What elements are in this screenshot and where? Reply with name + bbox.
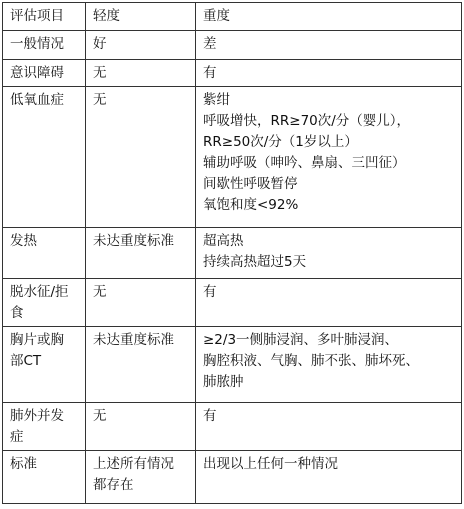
header-mild: 轻度: [86, 3, 196, 31]
table-row: [3, 327, 462, 403]
cell-text-line: 有: [203, 65, 217, 81]
cell-text-line: 一般情况: [10, 36, 64, 52]
cell-severe: [196, 279, 462, 327]
cell-mild: [86, 327, 196, 403]
cell-text-line: 部CT: [10, 353, 42, 369]
cell-severe: [196, 87, 462, 228]
cell-text-line: 无: [93, 408, 107, 424]
table-header-row: [3, 3, 462, 31]
table-row: [3, 87, 462, 228]
cell-mild: [86, 31, 196, 60]
cell-severe: [196, 451, 462, 504]
table-row: [3, 279, 462, 327]
cell-text-line: 有: [203, 284, 217, 300]
cell-text-line: 发热: [10, 233, 37, 249]
cell-text-line: 持续高热超过5天: [203, 254, 307, 270]
severity-assessment-table: [2, 2, 462, 504]
cell-text-line: 标准: [10, 456, 37, 472]
cell-text-line: 紫绀: [203, 92, 230, 108]
cell-item: [3, 31, 86, 60]
header-severe: 重度: [196, 3, 462, 31]
cell-text-line: 间歇性呼吸暂停: [203, 176, 298, 192]
cell-item: [3, 451, 86, 504]
table-row: [3, 451, 462, 504]
cell-text-line: 症: [10, 429, 24, 445]
cell-mild: [86, 403, 196, 451]
cell-item: [3, 87, 86, 228]
cell-text-line: 胸片或胸: [10, 332, 64, 348]
cell-text-line: 低氧血症: [10, 92, 64, 108]
cell-text-line: 未达重度标准: [93, 233, 174, 249]
cell-mild: [86, 60, 196, 87]
cell-text-line: ≥2/3一侧肺浸润、多叶肺浸润、: [203, 332, 399, 348]
cell-item: [3, 279, 86, 327]
cell-text-line: 食: [10, 305, 24, 321]
cell-text-line: 呼吸增快，RR≥70次/分（婴儿），: [203, 113, 411, 129]
cell-severe: [196, 228, 462, 279]
cell-mild: [86, 451, 196, 504]
cell-mild: [86, 228, 196, 279]
cell-text-line: 肺脓肿: [203, 374, 244, 390]
cell-mild: [86, 87, 196, 228]
table-row: [3, 228, 462, 279]
cell-severe: [196, 327, 462, 403]
cell-item: [3, 327, 86, 403]
cell-text-line: 胸腔积液、气胸、肺不张、肺坏死、: [203, 353, 419, 369]
cell-text-line: 好: [93, 36, 107, 52]
table-row: [3, 403, 462, 451]
cell-text-line: 上述所有情况: [93, 456, 174, 472]
header-item: 评估项目: [3, 3, 86, 31]
cell-text-line: 差: [203, 36, 217, 52]
cell-severe: [196, 60, 462, 87]
cell-item: [3, 228, 86, 279]
cell-text-line: 脱水征/拒: [10, 284, 69, 300]
table-row: [3, 60, 462, 87]
cell-text-line: 超高热: [203, 233, 244, 249]
cell-text-line: RR≥50次/分（1岁以上）: [203, 134, 358, 150]
cell-item: [3, 403, 86, 451]
cell-severe: [196, 31, 462, 60]
cell-text-line: 未达重度标准: [93, 332, 174, 348]
cell-text-line: 无: [93, 92, 107, 108]
cell-item: [3, 60, 86, 87]
cell-text-line: 无: [93, 284, 107, 300]
cell-text-line: 意识障碍: [10, 65, 64, 81]
cell-text-line: 出现以上任何一种情况: [203, 456, 338, 472]
cell-text-line: 肺外并发: [10, 408, 64, 424]
table-row: [3, 31, 462, 60]
table-body: [3, 3, 462, 504]
cell-text-line: 有: [203, 408, 217, 424]
cell-text-line: 都存在: [93, 477, 134, 493]
cell-mild: [86, 279, 196, 327]
cell-text-line: 辅助呼吸（呻吟、鼻扇、三凹征）: [203, 155, 406, 171]
cell-text-line: 氧饱和度<92%: [203, 197, 299, 213]
cell-severe: [196, 403, 462, 451]
cell-text-line: 无: [93, 65, 107, 81]
